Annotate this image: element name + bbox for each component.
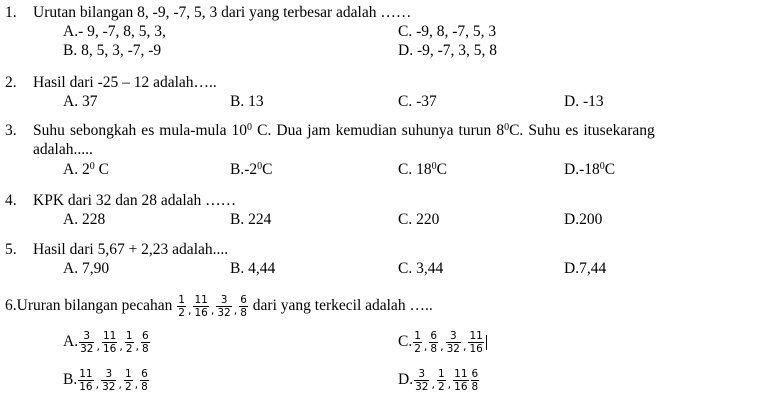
q3-option-b: $B.-2^0C$ — [230, 161, 273, 178]
q3-option-c: C. $18^0C$ — [398, 161, 447, 178]
q4-option-c: C. 220 — [398, 211, 440, 228]
q4-number: 4. — [5, 192, 17, 209]
q6-suffix: dari yang terkecil adalah ….. — [252, 297, 433, 314]
q6-question: 6.Ururan bilangan pecahan $\frac{1}{2}$ $_,$ $\frac{11}{16}$ $_,$ $\frac{3}{32}$ $_,$ $\frac{6}{8}$ dari yang terkecil adalah ….. — [5, 293, 433, 319]
q5-option-c: C. 3,44 — [398, 260, 444, 277]
q5-text: Hasil dari 5,67 + 2,23 adalah.... — [33, 241, 229, 258]
q3-text-part2: C. Dua jam kemudian suhunya turun 8 — [252, 122, 505, 139]
q2-option-d: D. -13 — [564, 93, 604, 110]
q1-option-c: C. -9, 8, -7, 5, 3 — [398, 23, 497, 40]
q6-fraction: $\frac{1}{2}$ — [178, 293, 185, 319]
q4-text: KPK dari 32 dan 28 adalah …… — [33, 192, 237, 209]
q1-option-b: B. 8, 5, 3, -7, -9 — [63, 42, 162, 59]
q1-option-a: A.- 9, -7, 8, 5, 3, — [63, 23, 166, 40]
q1-text: Urutan bilangan 8, -9, -7, 5, 3 dari yang terbesar adalah …… — [33, 4, 412, 21]
q6-option-a: A. $\frac{3}{32}$ $_,$ $\frac{11}{16}$ $_,$ $\frac{1}{2}$ $_,$ $\frac{6}{8}$ — [63, 329, 149, 355]
q3-number: 3. — [5, 122, 17, 139]
q2-text: Hasil dari -25 – 12 adalah….. — [33, 74, 217, 91]
q5-option-a: A. 7,90 — [63, 260, 110, 277]
q3-text-part3: C. Suhu es itusekarang — [509, 122, 655, 139]
q6-prefix: 6.Ururan bilangan pecahan — [5, 297, 173, 314]
q1-number: 1. — [5, 4, 17, 21]
q2-option-c: C. -37 — [398, 93, 437, 110]
q4-option-a: A. 228 — [63, 211, 106, 228]
q3-option-a: A. $2^0$ C — [63, 161, 109, 178]
q6-option-d: D. $\frac{3}{32}$ $_,$ $\frac{1}{2}$ $_,$ $\frac{11}{16}$ $\frac{6}{8}$ — [398, 367, 479, 393]
q3-option-d: $D.-18^0C$ — [564, 161, 616, 178]
q4-option-d: D.200 — [564, 211, 603, 228]
q5-option-d: D.7,44 — [564, 260, 607, 277]
q3-degree-2: 0 — [504, 122, 510, 133]
text-cursor-icon — [486, 335, 487, 350]
q2-option-b: B. 13 — [230, 93, 264, 110]
q2-number: 2. — [5, 74, 17, 91]
q5-number: 5. — [5, 241, 17, 258]
q3-degree-1: 0 — [247, 122, 253, 133]
q2-option-a: A. 37 — [63, 93, 98, 110]
q6-option-b: B. $\frac{11}{16}$ $_,$ $\frac{3}{32}$ $_,$ $\frac{1}{2}$ $_,$ $\frac{6}{8}$ — [63, 367, 148, 393]
q3-text-part1: Suhu sebongkah es mula-mula 10 — [33, 122, 248, 139]
q6-fraction: $\frac{11}{16}$ — [194, 293, 208, 319]
q1-option-d: D. -9, -7, 3, 5, 8 — [398, 42, 498, 59]
q5-option-b: B. 4,44 — [230, 260, 276, 277]
q3-text-line2: adalah..... — [33, 141, 93, 158]
q6-option-c: C. $\frac{1}{2}$ $_,$ $\frac{6}{8}$ $_,$ $\frac{3}{32}$ $_,$ $\frac{11}{16}$ — [398, 327, 487, 362]
q6-fraction: $\frac{6}{8}$ — [240, 293, 247, 319]
q3-text — [33, 122, 655, 140]
q6-fraction: $\frac{3}{32}$ — [217, 293, 231, 319]
q4-option-b: B. 224 — [230, 211, 272, 228]
